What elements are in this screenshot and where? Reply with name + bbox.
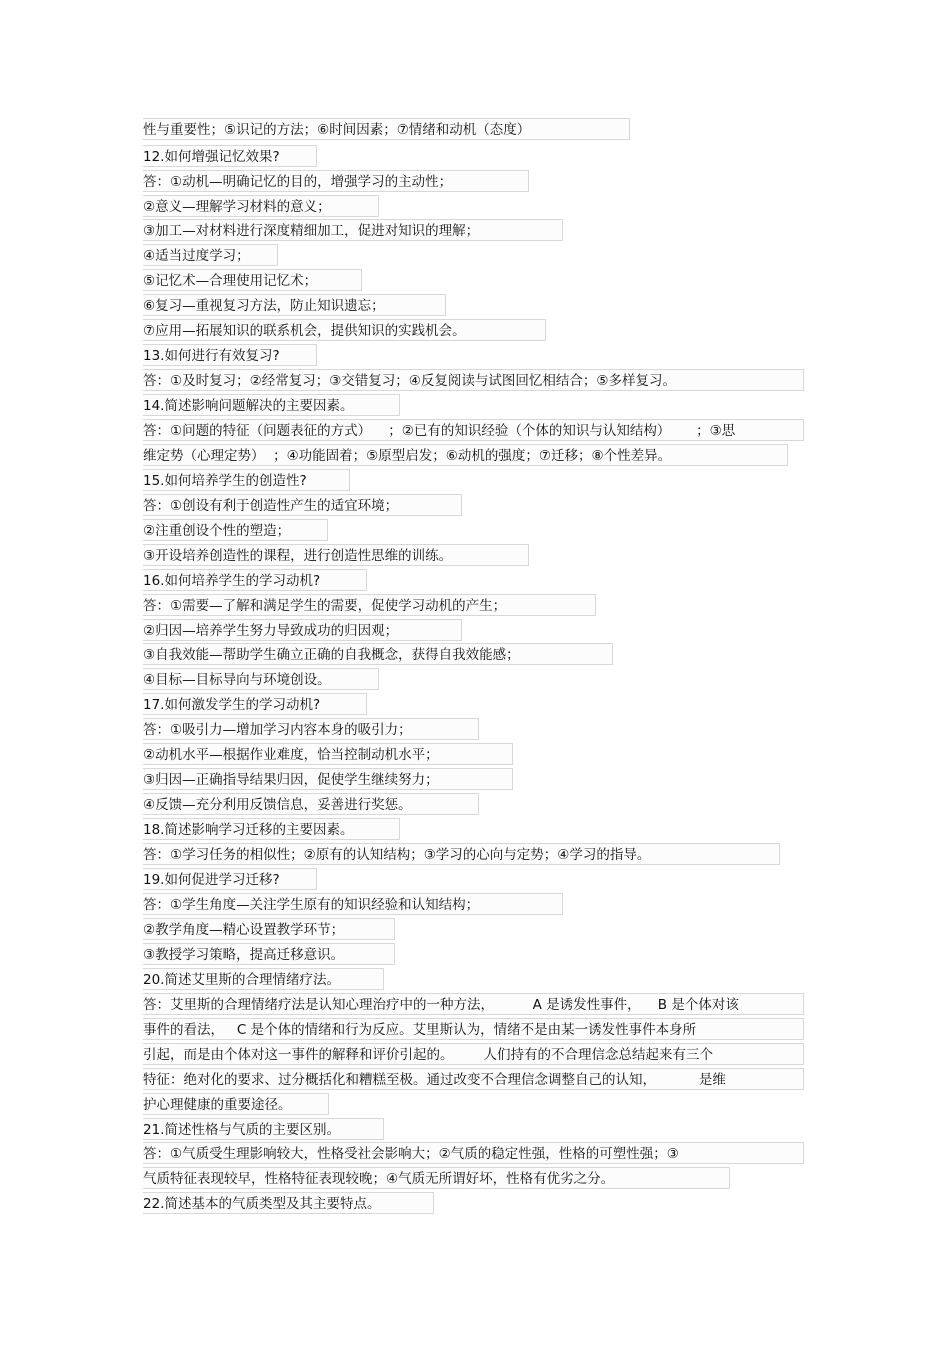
answer-line: 答：①学习任务的相似性；②原有的认知结构；③学习的心向与定势；④学习的指导。 bbox=[143, 843, 780, 865]
answer-line: ③加工—对材料进行深度精细加工，促进对知识的理解； bbox=[143, 219, 563, 241]
question-heading: 13.如何进行有效复习? bbox=[143, 344, 317, 366]
question-heading: 19.如何促进学习迁移? bbox=[143, 868, 317, 890]
answer-line: 答：①需要—了解和满足学生的需要，促使学习动机的产生； bbox=[143, 594, 596, 616]
question-heading: 22.简述基本的气质类型及其主要特点。 bbox=[143, 1192, 434, 1214]
answer-line: 特征：绝对化的要求、过分概括化和糟糕至极。通过改变不合理信念调整自己的认知， 是维 bbox=[143, 1068, 804, 1090]
answer-line: ②教学角度—精心设置教学环节； bbox=[143, 918, 395, 940]
answer-line: ③归因—正确指导结果归因，促使学生继续努力； bbox=[143, 768, 513, 790]
answer-line: 答：艾里斯的合理情绪疗法是认知心理治疗中的一种方法， A 是诱发性事件， B 是个体对该 bbox=[143, 993, 804, 1015]
answer-line: ②动机水平—根据作业难度，恰当控制动机水平； bbox=[143, 743, 513, 765]
answer-line: 答：①及时复习；②经常复习；③交错复习；④反复阅读与试图回忆相结合；⑤多样复习。 bbox=[143, 369, 804, 391]
answer-line: 护心理健康的重要途径。 bbox=[143, 1093, 329, 1115]
answer-line: 答：①创设有利于创造性产生的适宜环境； bbox=[143, 494, 462, 516]
text-line: 性与重要性；⑤识记的方法；⑥时间因素；⑦情绪和动机（态度） bbox=[143, 118, 630, 140]
question-heading: 20.简述艾里斯的合理情绪疗法。 bbox=[143, 968, 384, 990]
answer-line: ②注重创设个性的塑造； bbox=[143, 519, 328, 541]
answer-line: ③开设培养创造性的课程，进行创造性思维的训练。 bbox=[143, 544, 529, 566]
answer-line: 事件的看法， C 是个体的情绪和行为反应。艾里斯认为，情绪不是由某一诱发性事件本身所 bbox=[143, 1018, 804, 1040]
question-heading: 12.如何增强记忆效果? bbox=[143, 145, 317, 167]
answer-line: ③自我效能—帮助学生确立正确的自我概念，获得自我效能感； bbox=[143, 643, 613, 665]
answer-line: ③教授学习策略，提高迁移意识。 bbox=[143, 943, 395, 965]
answer-line: ④适当过度学习； bbox=[143, 244, 278, 266]
answer-line: 答：①动机—明确记忆的目的，增强学习的主动性； bbox=[143, 170, 529, 192]
question-heading: 15.如何培养学生的创造性? bbox=[143, 469, 350, 491]
answer-line: 答：①吸引力—增加学习内容本身的吸引力； bbox=[143, 718, 479, 740]
answer-line: 气质特征表现较早，性格特征表现较晚；④气质无所谓好坏，性格有优劣之分。 bbox=[143, 1167, 730, 1189]
answer-line: ②归因—培养学生努力导致成功的归因观； bbox=[143, 619, 462, 641]
answer-line: 维定势（心理定势） ；④功能固着；⑤原型启发；⑥动机的强度；⑦迁移；⑧个性差异。 bbox=[143, 444, 788, 466]
answer-line: ④反馈—充分利用反馈信息，妥善进行奖惩。 bbox=[143, 793, 479, 815]
answer-line: 答：①学生角度—关注学生原有的知识经验和认知结构； bbox=[143, 893, 563, 915]
answer-line: ④目标—目标导向与环境创设。 bbox=[143, 668, 379, 690]
question-heading: 18.简述影响学习迁移的主要因素。 bbox=[143, 818, 400, 840]
question-heading: 14.简述影响问题解决的主要因素。 bbox=[143, 394, 400, 416]
question-heading: 21.简述性格与气质的主要区别。 bbox=[143, 1118, 384, 1140]
question-heading: 16.如何培养学生的学习动机? bbox=[143, 569, 367, 591]
answer-line: 答：①气质受生理影响较大，性格受社会影响大；②气质的稳定性强，性格的可塑性强；③ bbox=[143, 1142, 804, 1164]
answer-line: 答：①问题的特征（问题表征的方式） ；②已有的知识经验（个体的知识与认知结构） ；③思 bbox=[143, 419, 804, 441]
answer-line: ⑦应用—拓展知识的联系机会，提供知识的实践机会。 bbox=[143, 319, 546, 341]
question-heading: 17.如何激发学生的学习动机? bbox=[143, 693, 367, 715]
answer-line: ⑥复习—重视复习方法，防止知识遗忘； bbox=[143, 294, 446, 316]
answer-line: ⑤记忆术—合理使用记忆术； bbox=[143, 269, 362, 291]
answer-line: 引起，而是由个体对这一事件的解释和评价引起的。 人们持有的不合理信念总结起来有三个 bbox=[143, 1043, 804, 1065]
answer-line: ②意义—理解学习材料的意义； bbox=[143, 195, 379, 217]
